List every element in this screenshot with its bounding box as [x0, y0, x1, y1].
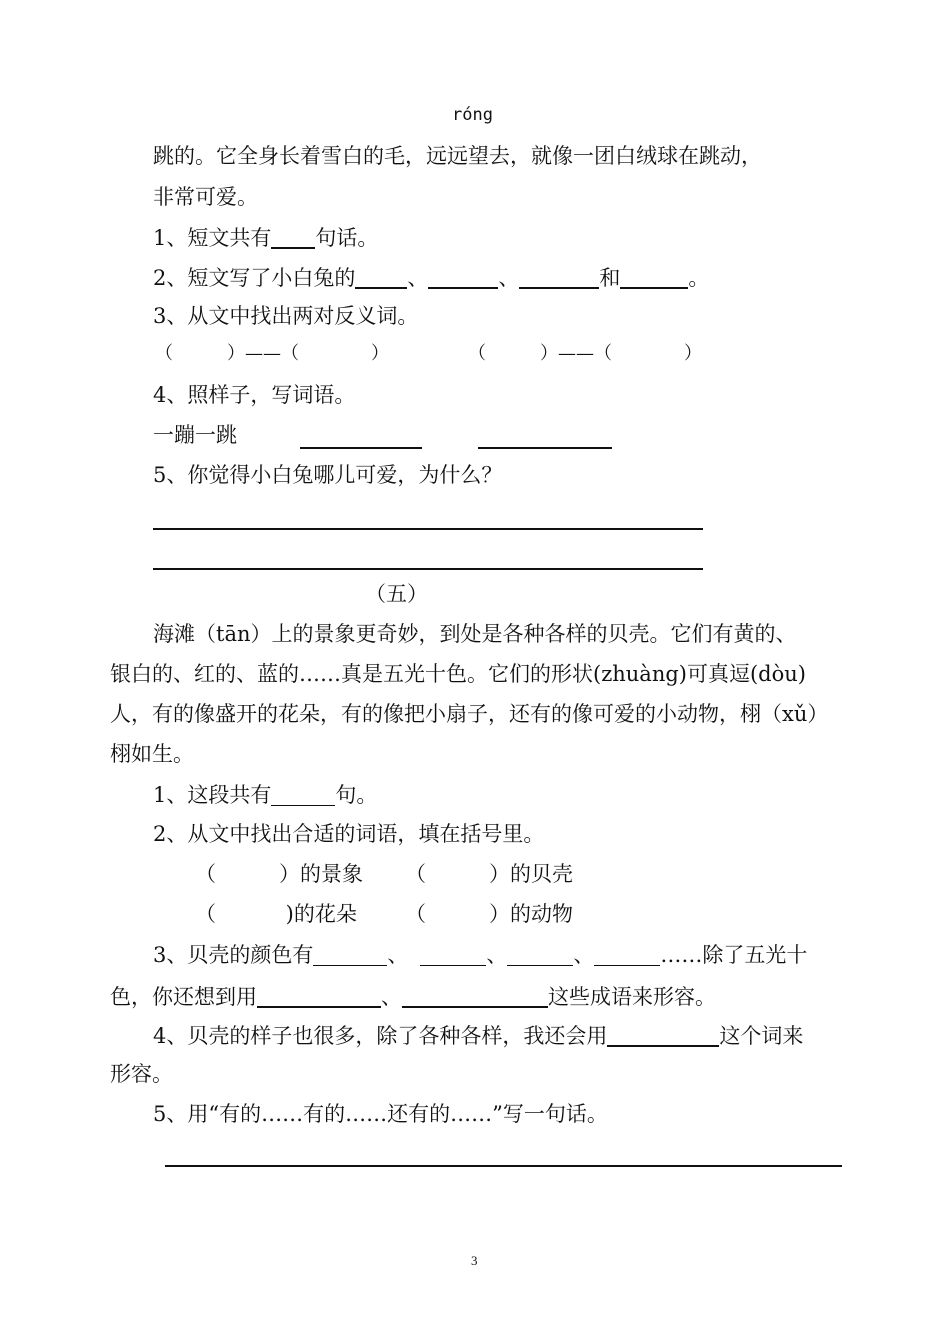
section5-question-3-cont — [110, 985, 716, 1008]
answer-blank[interactable] — [271, 784, 335, 806]
question-text: 句话。 — [315, 226, 379, 250]
antonym-pair-2[interactable]: （ ）——（ ） — [468, 343, 702, 364]
question-1 — [153, 226, 378, 249]
passage-line: 跳的。它全身长着雪白的毛，远远望去，就像一团白绒球在跳动， — [153, 144, 762, 168]
answer-line[interactable] — [478, 447, 612, 449]
example-word: 一蹦一跳 — [153, 423, 237, 447]
answer-blank[interactable] — [313, 944, 387, 966]
question-text: 3、贝壳的颜色有 — [153, 943, 314, 967]
answer-blank[interactable] — [607, 1024, 719, 1047]
passage-line: 人，有的像盛开的花朵，有的像把小扇子，还有的像可爱的小动物，栩（xǔ） — [110, 702, 829, 726]
fill-bracket[interactable]: （ ）的动物 — [405, 902, 573, 926]
section5-question-1 — [153, 784, 377, 806]
passage-line: 海滩（tān）上的景象更奇妙，到处是各种各样的贝壳。它们有黄的、 — [153, 622, 797, 646]
fill-bracket[interactable]: （ )的花朵 — [195, 902, 357, 926]
answer-blank[interactable] — [355, 266, 407, 289]
separator: 、 — [407, 266, 429, 290]
question-3: 3、从文中找出两对反义词。 — [153, 304, 419, 328]
passage-line: 栩如生。 — [110, 742, 194, 766]
answer-blank[interactable] — [519, 266, 599, 289]
answer-blank[interactable] — [507, 944, 573, 966]
section5-question-4-cont: 形容。 — [110, 1062, 173, 1086]
page-number: 3 — [471, 1253, 478, 1268]
question-2 — [153, 266, 709, 289]
question-text: 这些成语来形容。 — [548, 985, 716, 1009]
question-text: 色，你还想到用 — [110, 985, 257, 1009]
section5-question-2: 2、从文中找出合适的词语，填在括号里。 — [153, 822, 545, 846]
question-text: 1、这段共有 — [153, 783, 272, 807]
separator: 、 — [381, 985, 402, 1009]
separator: 、 — [486, 943, 508, 967]
pinyin-annotation: róng — [452, 105, 493, 125]
section5-question-3 — [153, 944, 807, 966]
question-text: 2、短文写了小白兔的 — [153, 266, 356, 290]
separator: 、 — [573, 943, 595, 967]
answer-blank[interactable] — [594, 944, 660, 966]
answer-line[interactable] — [300, 447, 422, 449]
question-text: ……除了五光十 — [660, 943, 808, 967]
separator: 、 — [498, 266, 520, 290]
answer-blank[interactable] — [271, 226, 315, 249]
question-text: 1、短文共有 — [153, 226, 272, 250]
question-text: 4、贝壳的样子也很多，除了各种各样，我还会用 — [153, 1024, 608, 1048]
answer-blank[interactable] — [420, 944, 486, 966]
section-title: （五） — [365, 582, 428, 606]
fill-bracket[interactable]: （ ）的贝壳 — [405, 862, 573, 886]
answer-line[interactable] — [165, 1165, 842, 1167]
passage-line: 银白的、红的、蓝的……真是五光十色。它们的形状(zhuàng)可真逗(dòu) — [110, 662, 806, 686]
section5-question-5: 5、用“有的……有的……还有的……”写一句话。 — [153, 1102, 608, 1126]
antonym-pair-1[interactable]: （ ）——（ ） — [155, 343, 389, 364]
fill-bracket[interactable]: （ ）的景象 — [195, 862, 363, 886]
answer-blank[interactable] — [620, 266, 688, 289]
conjunction: 和 — [599, 266, 621, 290]
passage-line: 非常可爱。 — [153, 185, 258, 209]
answer-line[interactable] — [153, 568, 703, 570]
answer-blank[interactable] — [402, 985, 548, 1008]
question-4: 4、照样子，写词语。 — [153, 383, 356, 407]
answer-blank[interactable] — [257, 985, 381, 1008]
separator: 、 — [387, 943, 409, 967]
answer-blank[interactable] — [428, 266, 498, 289]
question-text: 这个词来 — [719, 1024, 804, 1048]
question-text: 句。 — [335, 783, 378, 807]
section5-question-4 — [153, 1024, 803, 1047]
answer-line[interactable] — [153, 528, 703, 530]
question-5: 5、你觉得小白兔哪儿可爱，为什么？ — [153, 463, 503, 487]
period: 。 — [688, 266, 710, 290]
